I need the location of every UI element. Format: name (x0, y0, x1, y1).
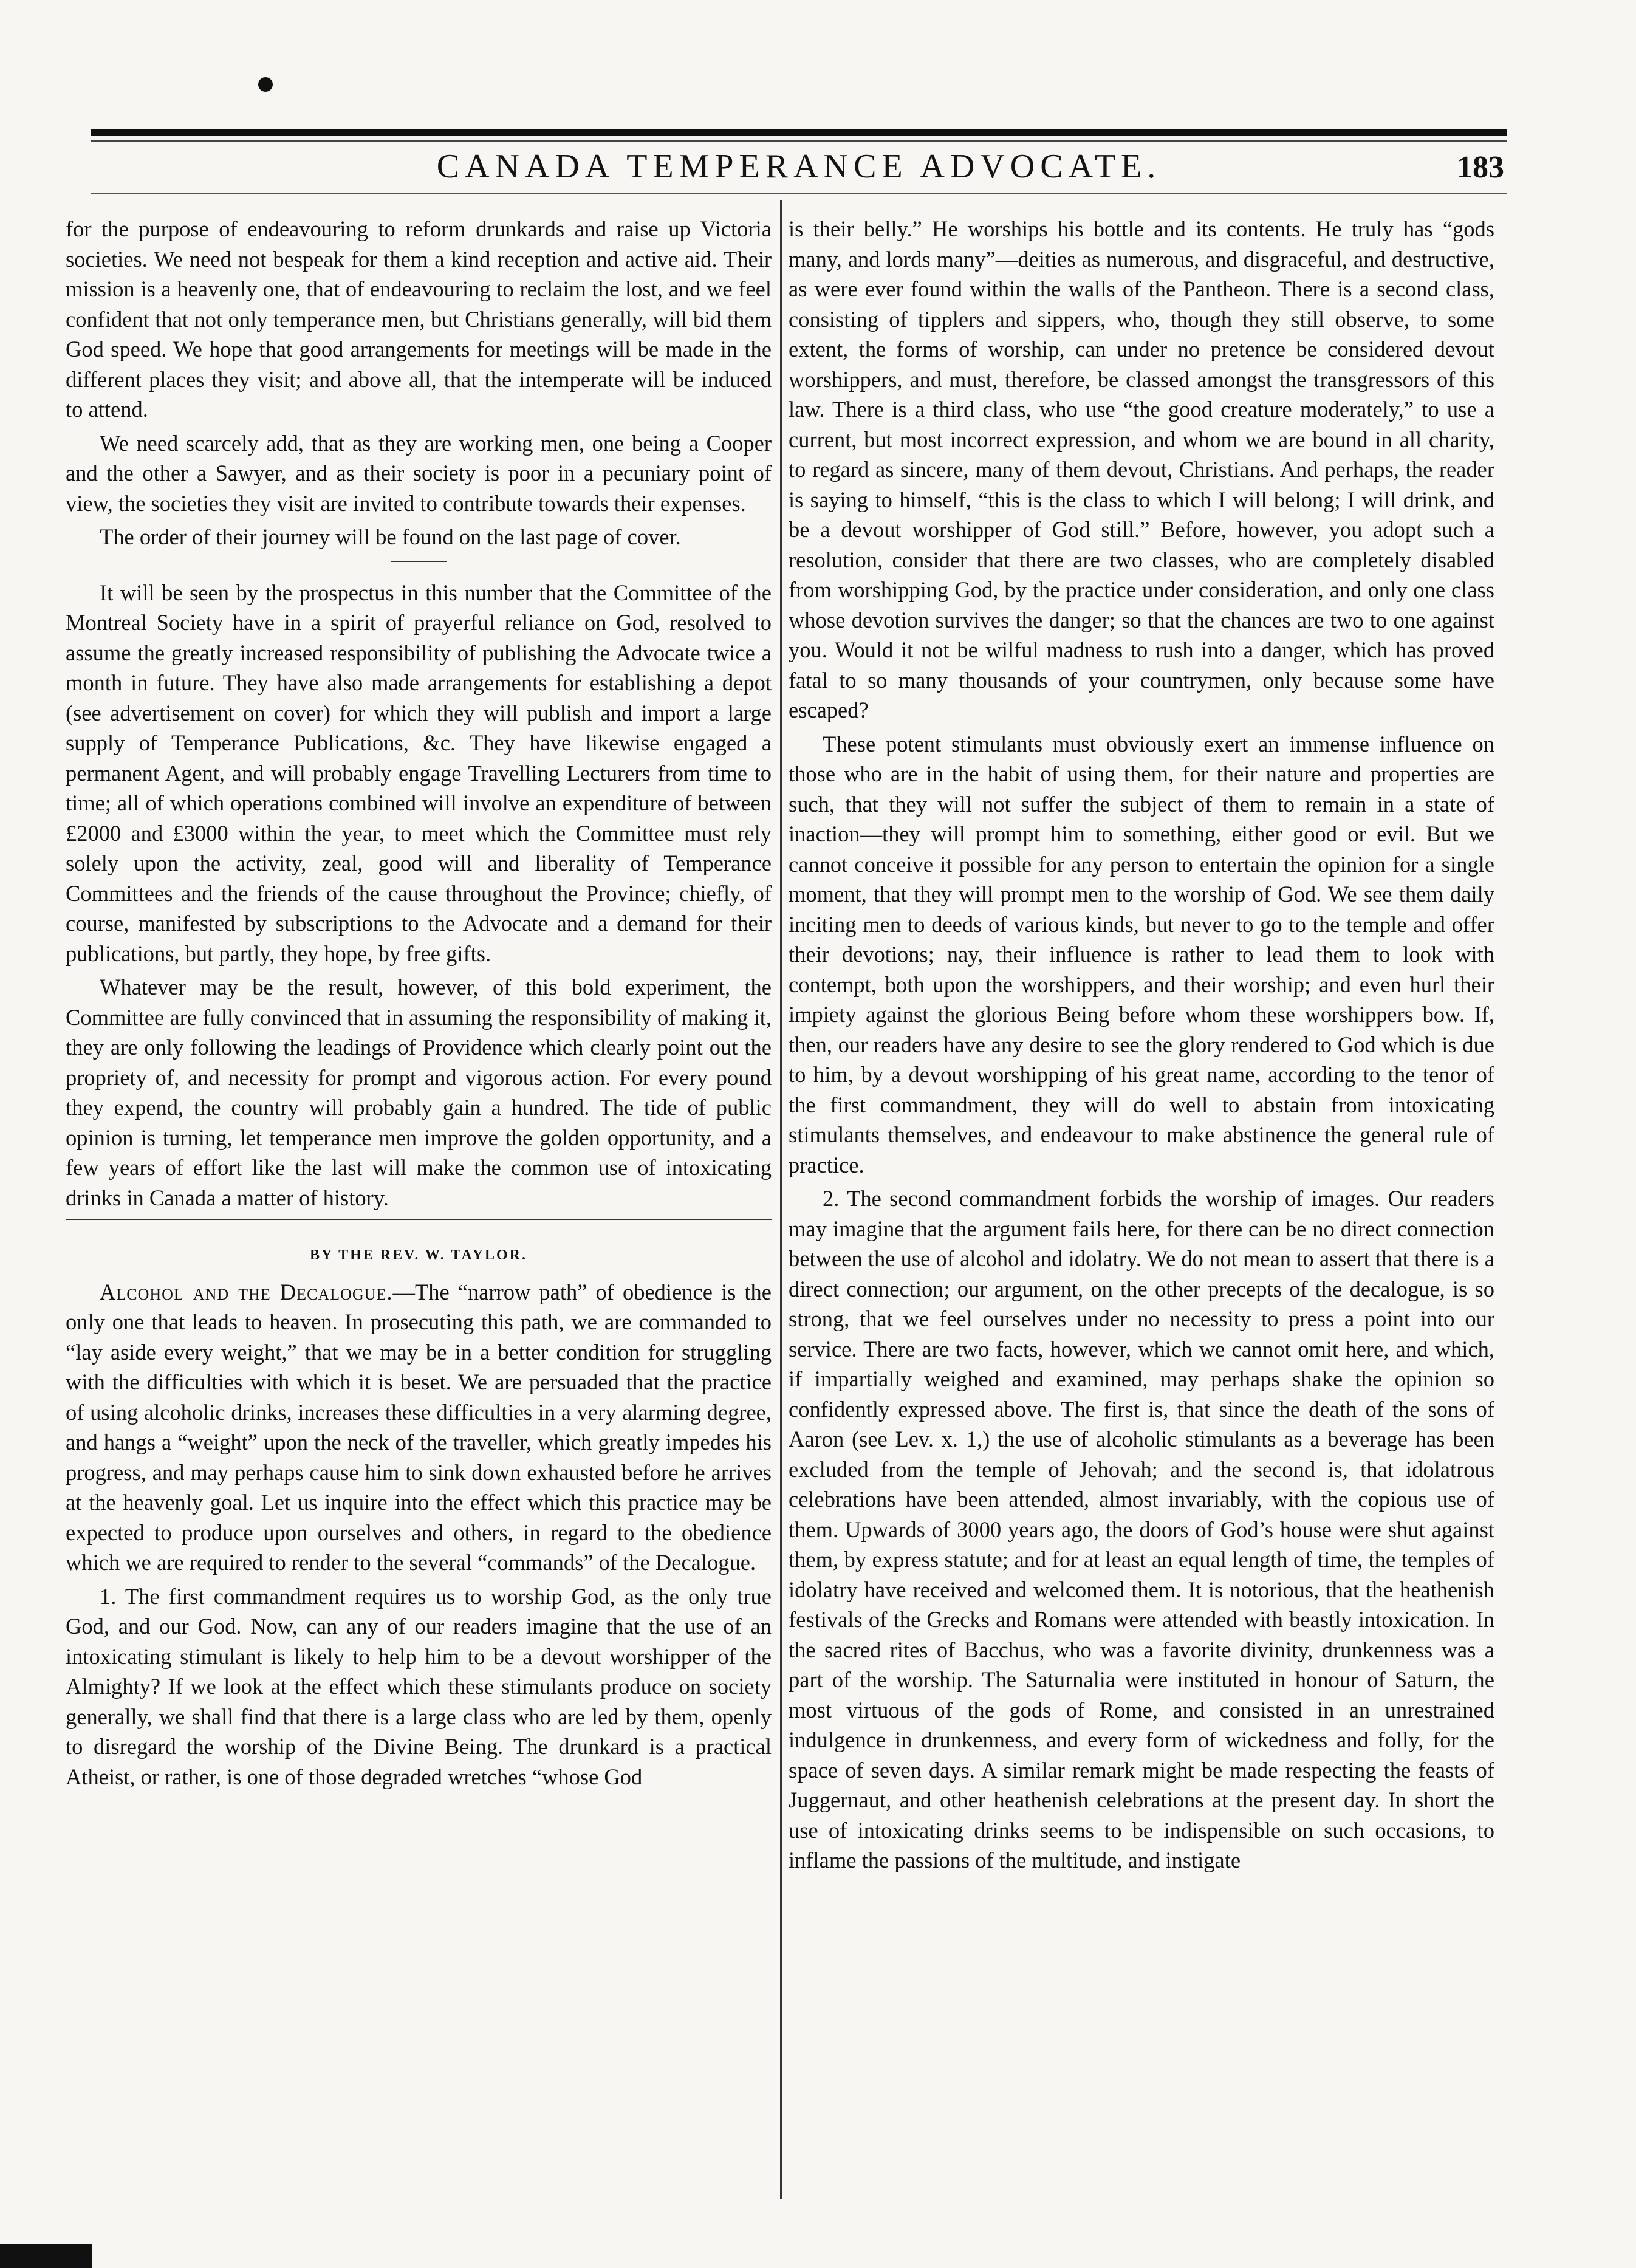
header-thick-rule (91, 129, 1507, 136)
printer-dot (258, 77, 273, 92)
page-header (91, 147, 1507, 190)
paragraph: These potent stimulants must obviously exert an immense influence on those who are in the habit of using them, for their nature and properties are such, that they will not suffer the subject of them to remain in a state of inaction—they will prompt him to something, either good or evil. But we cannot conceive it possible for any person to entertain the opinion for a single moment, that they will prompt men to the worship of God. We see them daily inciting men to deeds of various kinds, but never to go to the temple and offer their devotions; nay, their influence is rather to lead them to look with contempt, both upon the worshippers, and their worship; and even hurl their impiety against the glorious Being before whom these worshippers bow. If, then, our readers have any desire to see the glory rendered to God which is due to him, by a devout worshipping of his great name, according to the tenor of the first commandment, they will do well to abstain from intoxicating stimulants themselves, and endeavour to make abstinence the general rule of practice. (789, 731, 1494, 1177)
article-opening-paragraph (66, 1277, 772, 1578)
paragraph: 1. The first commandment requires us to worship God, as the only true God, and our God. Now, can any of our readers imagine that the use of an intoxicating stimulant is likely to help him to be a devout worshipper of the Almighty? If we look at the effect which these stimulants produce on society generally, we shall find that there is a large class who are led by them, openly to disregard the worship of the Divine Being. The drunkard is a practical Atheist, or rather, is one of those degraded wretches “whose God (66, 1583, 772, 1789)
section-divider (391, 561, 447, 562)
paragraph: Whatever may be the result, however, of this bold experiment, the Committee are fully convinced that in assuming the responsibility of making it, they are only following the leadings of Providence which clearly point out the propriety of, and necessity for prompt and vigorous action. For every pound they expend, the country will probably gain a hundred. The tide of public opinion is turning, let temperance men improve the golden opportunity, and a few years of effort like the last will make the common use of intoxicating drinks in Canada a matter of history. (66, 975, 772, 1210)
article-byline: BY THE REV. W. TAYLOR. (310, 1247, 527, 1263)
header-underline (91, 193, 1507, 194)
header-thin-rule (91, 140, 1507, 142)
paragraph: 2. The second commandment forbids the worship of images. Our readers may imagine that the argument fails here, for there can be no direct connection between the use of alcohol and idolatry. We do not mean to assert that there is a direct connection; our argument, on the other precepts of the decalogue, is so strong, that we feel ourselves under no necessity to press a point into our service. There are two facts, however, which we cannot omit here, and which, if impartially weighed and examined, may perhaps shake the opinion so confidently expressed above. The first is, that since the death of the sons of Aaron (see Lev. x. 1,) the use of alcoholic stimulants as a beverage has been excluded from the temple of Jehovah; and the second is, that idolatrous celebrations have been attended, almost invariably, with the copious use of them. Upwards of 3000 years ago, the doors of God’s house were shut against them, by express statute; and for at least an equal length of time, the temples of idolatry have received and welcomed them. It is notorious, that the heathenish festivals of the Grecks and Romans were attended with beastly intoxication. In the sacred rites of Bacchus, who was a favorite divinity, drunkenness was a part of the worship. The Saturnalia were instituted in honour of Saturn, the most virtuous of the gods of Rome, and consisted in an unrestrained indulgence in drunkenness, and every form of wickedness and folly, for the space of seven days. A similar remark might be made respecting the feasts of Juggernaut, and other heathenish celebrations at the present day. In short the use of intoxicating drinks seems to be indispensible on such occasions, to inflame the passions of the multitude, and instigate (789, 1186, 1494, 1872)
left-column (66, 214, 772, 1795)
column-divider (780, 200, 782, 2199)
scan-corner-mark (0, 2244, 92, 2268)
article-opening-text: —The “narrow path” of obedience is the only one that leads to heaven. In prosecuting this path, we are commanded to “lay aside every weight,” that we may be in a better condition for struggling with the difficulties with which it is beset. We are persuaded that the practice of using alcoholic drinks, increases these difficulties in a very alarming degree, and hangs a “weight” upon the neck of the traveller, which greatly impedes his progress, and may perhaps cause him to sink down exhausted before he arrives at the heavenly goal. Let us inquire into the effect which this practice may be expected to produce upon ourselves and others, in regard to the obedience which we are required to render to the several “commands” of the Decalogue. (66, 1279, 772, 1575)
article-heading: Alcohol and the Decalogue. (100, 1279, 393, 1304)
publication-title: CANADA TEMPERANCE ADVOCATE. (436, 148, 1162, 185)
paragraph: We need scarcely add, that as they are working men, one being a Cooper and the other a Sawyer, and as their society is poor in a pecuniary point of view, the societies they visit are invited to contribute towards their expenses. (66, 430, 772, 516)
paragraph: The order of their journey will be found on the last page of cover. (100, 524, 681, 549)
paragraph: for the purpose of endeavouring to reform drunkards and raise up Victoria societies. We need not bespeak for them a kind reception and active aid. Their mission is a heavenly one, that of endeavouring to reclaim the lost, and we feel confident that not only temperance men, but Christians generally, will bid them God speed. We hope that good arrangements for meetings will be made in the different places they visit; and above all, that the intemperate will be induced to attend. (66, 216, 772, 422)
paragraph: is their belly.” He worships his bottle and its contents. He truly has “gods many, and lords many”—deities as numerous, and disgraceful, and destructive, as were ever found within the walls of the Pantheon. There is a second class, consisting of tipplers and sippers, who, though they still observe, to some extent, the forms of worship, can under no pretence be considered devout worshippers, and must, therefore, be classed amongst the transgressors of this law. There is a third class, who use “the good creature moderately,” to use a current, but most incorrect expression, and whom we are bound in all charity, to regard as sincere, many of them devout, Christians. And perhaps, the reader is saying to himself, “this is the class to which I will belong; I will drink, and be a devout worshipper of God still.” Before, however, you adopt such a resolution, consider that there are two classes, who are completely disabled from worshipping God, by the practice under consideration, and only one class whose devotion survives the danger; so that the chances are two to one against you. Would it not be wilful madness to rush into a danger, which has proved fatal to so many thousands of your countrymen, only because some have escaped? (789, 216, 1494, 722)
right-column (789, 214, 1494, 1879)
article-divider (66, 1219, 772, 1220)
paragraph: It will be seen by the prospectus in this number that the Committee of the Montreal Society have in a spirit of prayerful reliance on God, resolved to assume the greatly increased responsibility of publishing the Advocate twice a month in future. They have also made arrangements for establishing a depot (see advertisement on cover) for which they will publish and import a large supply of Temperance Publications, &c. They have likewise engaged a permanent Agent, and will probably engage Travelling Lecturers from time to time; all of which operations combined will involve an expenditure of between £2000 and £3000 within the year, to meet which the Committee must rely solely upon the activity, zeal, good will and liberality of Temperance Committees and the friends of the cause throughout the Province; chiefly, of course, manifested by subscriptions to the Advocate and a demand for their publications, but partly, they hope, by free gifts. (66, 580, 772, 966)
page-number: 183 (1457, 150, 1504, 185)
